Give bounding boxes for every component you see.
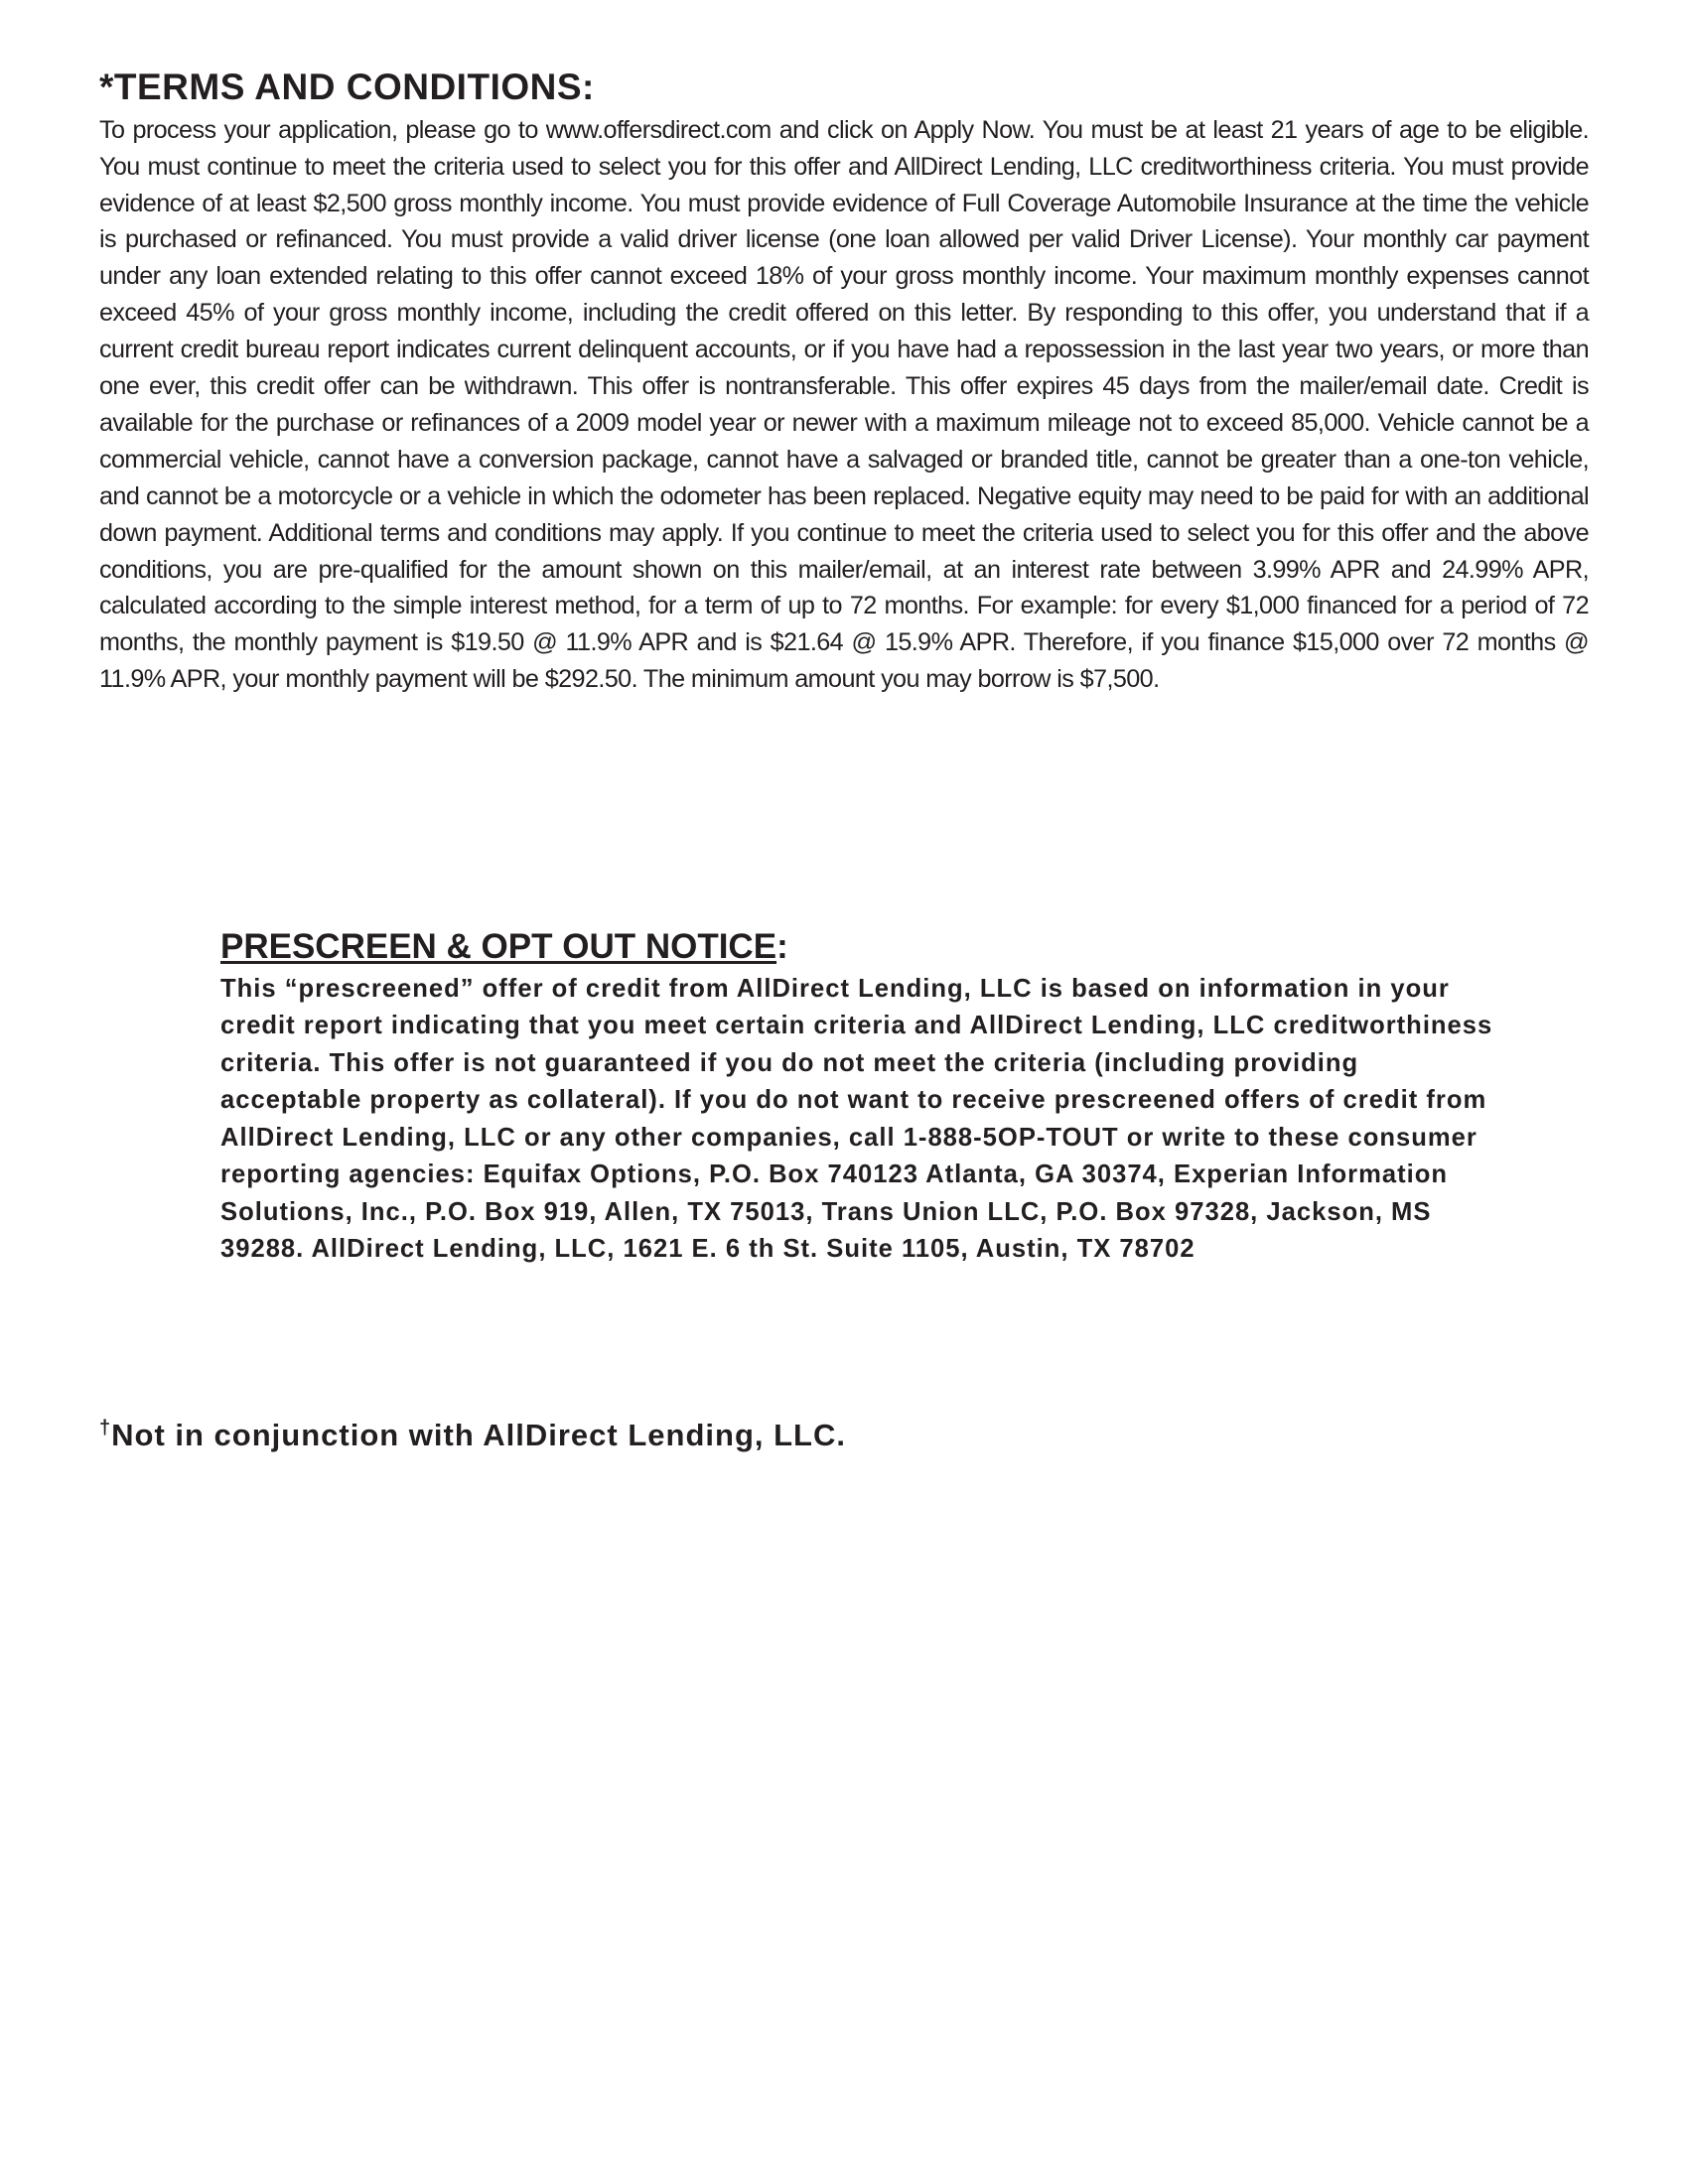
- optout-heading: [220, 928, 1496, 967]
- terms-and-conditions-section: [99, 68, 1589, 698]
- dagger-mark: †: [99, 1417, 112, 1439]
- terms-heading: *TERMS AND CONDITIONS:: [99, 67, 595, 107]
- optout-body: This “prescreened” offer of credit from AllDirect Lending, LLC is based on information in your credit report indicating that you meet certain criteria and AllDirect Lending, LLC creditworthiness criteria. This offer is not guaranteed if you do not meet the criteria (including providing acceptable property as collateral). If you do not want to receive prescreened offers of credit from AllDirect Lending, LLC or any other companies, call 1-888-5OP-TOUT or write to these consumer reporting agencies: Equifax Options, P.O. Box 740123 Atlanta, GA 30374, Experian Information Solutions, Inc., P.O. Box 919, Allen, TX 75013, Trans Union LLC, P.O. Box 97328, Jackson, MS 39288. AllDirect Lending, LLC, 1621 E. 6 th St. Suite 1105, Austin, TX 78702: [220, 974, 1493, 1263]
- optout-heading-colon: :: [776, 927, 788, 966]
- optout-heading-text: PRESCREEN & OPT OUT NOTICE: [220, 927, 777, 966]
- footnote-text: Not in conjunction with AllDirect Lending, LLC.: [111, 1418, 846, 1452]
- footnote: [99, 1418, 846, 1453]
- prescreen-opt-out-section: [220, 928, 1496, 1269]
- terms-body: To process your application, please go to www.offersdirect.com and click on Apply Now. You must be at least 21 years of age to be eligible. You must continue to meet the criteria used to select you for this offer and AllDirect Lending, LLC creditworthiness criteria. You must provide evidence of at least $2,500 gross monthly income. You must provide evidence of Full Coverage Automobile Insurance at the time the vehicle is purchased or refinanced. You must provide a valid driver license (one loan allowed per valid Driver License). Your monthly car payment under any loan extended relating to this offer cannot exceed 18% of your gross monthly income. Your maximum monthly expenses cannot exceed 45% of your gross monthly income, including the credit offered on this letter. By responding to this offer, you understand that if a current credit bureau report indicates current delinquent accounts, or if you have had a repossession in the last year two years, or more than one ever, this credit offer can be withdrawn. This offer is nontransferable. This offer expires 45 days from the mailer/email date. Credit is available for the purchase or refinances of a 2009 model year or newer with a maximum mileage not to exceed 85,000. Vehicle cannot be a commercial vehicle, cannot have a conversion package, cannot have a salvaged or branded title, cannot be greater than a one-ton vehicle, and cannot be a motorcycle or a vehicle in which the odometer has been replaced. Negative equity may need to be paid for with an additional down payment. Additional terms and conditions may apply. If you continue to meet the criteria used to select you for this offer and the above conditions, you are pre-qualified for the amount shown on this mailer/email, at an interest rate between 3.99% APR and 24.99% APR, calculated according to the simple interest method, for a term of up to 72 months. For example: for every $1,000 financed for a period of 72 months, the monthly payment is $19.50 @ 11.9% APR and is $21.64 @ 15.9% APR. Therefore, if you finance $15,000 over 72 months @ 11.9% APR, your monthly payment will be $292.50. The minimum amount you may borrow is $7,500.: [99, 115, 1589, 694]
